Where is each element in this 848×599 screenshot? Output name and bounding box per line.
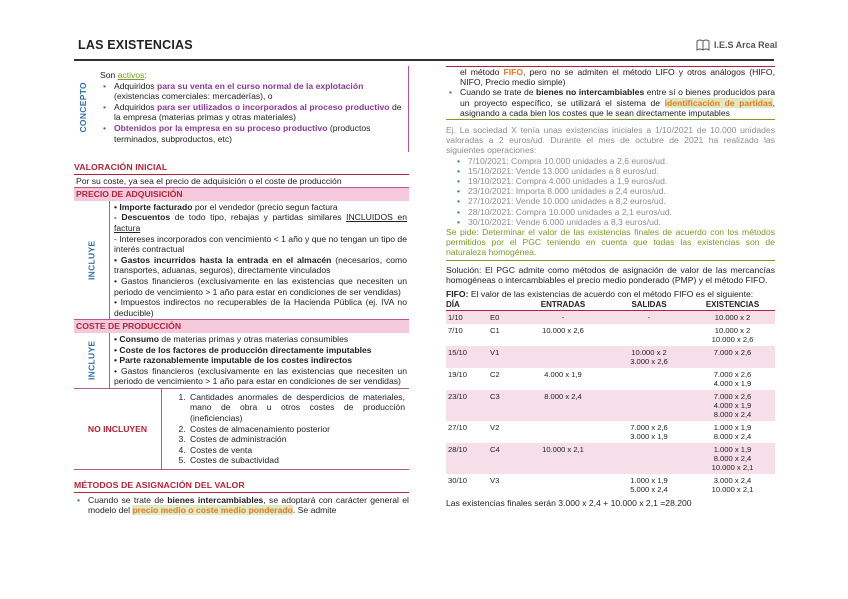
list-item: • Importe facturado por el vendedor (precio segun factura xyxy=(114,201,338,212)
list-item: • Consumo de materias primas y otras materias consumibles xyxy=(114,333,349,344)
concepto-intro: Son activos: xyxy=(100,70,147,80)
concepto-label-box xyxy=(74,66,92,148)
metodos-list xyxy=(74,495,409,516)
logo-text: I.E.S Arca Real xyxy=(714,40,778,50)
list-item: • Cuando se trate de bienes no intercambiables entre sí o bienes producidos para un proyecto específico, se utilizará el sistema de identificación de partidas, asignando a cada bien los costes que le sean directamente imputables xyxy=(446,87,775,118)
concepto-label: CONCEPTO xyxy=(77,81,88,133)
table-row xyxy=(446,390,775,421)
table-cell-ent: 10.000 x 2,1 xyxy=(518,443,608,474)
table-cell-op: V2 xyxy=(490,423,500,433)
table-cell-op: C4 xyxy=(488,443,518,474)
concepto-list xyxy=(100,81,408,145)
list-item: • Gastos incurridos hasta la entrada en el almacén (necesarios, como transportes, aduanas, seguros), directamente vinculados xyxy=(114,254,407,276)
table-cell-ex: 10.000 x 2 10.000 x 2,6 xyxy=(711,326,754,345)
list-item: • 28/10/2021: Compra 10.000 unidades a 2,1 euros/ud. xyxy=(454,207,775,217)
table-cell-ex: 3.000 x 2,4 10.000 x 2,1 xyxy=(711,476,754,495)
column-header xyxy=(488,299,518,311)
table-cell-ent: 8.000 x 2,4 xyxy=(518,390,608,421)
table-cell-dia: 27/10 xyxy=(448,423,468,433)
table-cell-sal: 10.000 x 2 3.000 x 2,6 xyxy=(608,346,690,368)
table-cell-ex: 7.000 x 2,6 4.000 x 1,9 xyxy=(713,370,752,389)
metodos-heading: MÉTODOS DE ASIGNACIÓN DEL VALOR xyxy=(74,480,409,493)
table-row xyxy=(446,311,775,325)
list-item: • 27/10/2021: Vende 10.000 unidades a 8,2 euros/ud. xyxy=(454,196,775,206)
column-header: DÍA xyxy=(446,299,488,311)
ejercicio-intro: Ej. La sociedad X tenía unas existencias iniciales a 1/10/2021 de 10.000 unidades valoradas a 2 euros/ud. Durante el mes de octubre de 2021 ha realizado las siguientes operaciones: xyxy=(446,125,775,156)
table-cell-ent xyxy=(518,474,608,496)
table-row xyxy=(446,443,775,474)
list-item: • Gastos financieros (exclusivamente en las existencias que necesiten un periodo de vencimiento > 1 año para estar en condiciones de ser vendidas) xyxy=(114,275,407,297)
table-cell-ex: 1.000 x 1,9 8.000 x 2,4 xyxy=(713,423,752,442)
list-item: • 15/10/2021: Vende 13.000 unidades a 8 euros/ud. xyxy=(454,166,775,176)
table-cell-dia: 7/10 xyxy=(448,326,463,336)
column-header: ENTRADAS xyxy=(518,299,608,311)
table-cell-ent xyxy=(518,421,608,443)
list-item: • Cuando se trate de bienes intercambiables, se adoptará con carácter general el modelo del precio medio o coste medio ponderado. Se admite xyxy=(74,495,409,516)
list-item: • Parte razonablemente imputable de los costes indirectos xyxy=(114,355,352,366)
school-logo xyxy=(696,39,777,51)
table-row xyxy=(446,346,775,368)
incluye-label: INCLUYE xyxy=(86,340,97,381)
table-cell-op: V3 xyxy=(490,476,500,486)
table-cell-op: C1 xyxy=(490,326,500,336)
list-item: 5. Costes de subactividad xyxy=(188,455,405,466)
no-incluyen-label: NO INCLUYEN xyxy=(74,389,162,469)
table-cell-ex: 10.000 x 2 xyxy=(690,311,775,325)
list-item: • 23/10/2021: Importa 8.000 unidades a 2,4 euros/ud. xyxy=(454,186,775,196)
table-cell-sal: - xyxy=(608,311,690,325)
table-cell-op: E0 xyxy=(488,311,518,325)
metodos-list-2 xyxy=(446,87,775,120)
no-incluyen-block xyxy=(74,389,409,470)
column-header: EXISTENCIAS xyxy=(690,299,775,311)
list-item: 2. Costes de almacenamiento posterior xyxy=(188,424,405,435)
table-cell-ent: 10.000 x 2,6 xyxy=(542,326,584,336)
activos-term: activos xyxy=(117,70,145,80)
right-column xyxy=(446,66,775,508)
table-cell-ent xyxy=(518,346,608,368)
table-cell-op: C2 xyxy=(490,370,500,380)
table-cell-ex: 7.000 x 2,6 4.000 x 1,9 8.000 x 2,4 xyxy=(690,390,775,421)
ejercicio-pregunta: Se pide: Determinar el valor de las existencias finales de acuerdo con los métodos permitidos por el PGC teniendo en cuenta que todas las existencias son de naturaleza homogénea. xyxy=(446,227,775,261)
list-item: • Coste de los factores de producción directamente imputables xyxy=(114,344,372,355)
column-header: SALIDAS xyxy=(608,299,690,311)
table-cell-ex: 1.000 x 1,9 8.000 x 2,4 10.000 x 2,1 xyxy=(690,443,775,474)
table-cell-ent: 4.000 x 1,9 xyxy=(544,370,582,380)
precio-incluye-block xyxy=(74,201,409,321)
list-item: • Obtenidos por la empresa en su proceso productivo (productos terminados, subproductos, etc) xyxy=(100,123,408,144)
table-row xyxy=(446,421,775,443)
list-item: • Adquiridos para su venta en el curso normal de la explotación (existencias comerciales: mercaderías), o xyxy=(100,81,408,102)
table-cell-op: C3 xyxy=(488,390,518,421)
list-item: • 7/10/2021: Compra 10.000 unidades a 2,6 euros/ud. xyxy=(454,156,775,166)
fifo-table xyxy=(446,299,775,496)
valoracion-intro: Por su coste, ya sea el precio de adquisición o el coste de producción xyxy=(74,175,409,189)
table-cell-dia: 23/10 xyxy=(446,390,488,421)
list-item: 3. Costes de administración xyxy=(188,434,405,445)
list-item: - Intereses incorporados con vencimiento < 1 año y que no tengan un tipo de interés contractual xyxy=(114,233,407,255)
table-cell-dia: 1/10 xyxy=(446,311,488,325)
table-row xyxy=(446,324,775,346)
table-cell-sal xyxy=(608,368,690,390)
table-cell-dia: 28/10 xyxy=(446,443,488,474)
table-cell-ent: - xyxy=(518,311,608,325)
metodos-continuation: el método FIFO, pero no se admiten el método LIFO y otros análogos (HIFO, NIFO, Precio medio simple) xyxy=(446,66,775,87)
table-cell-ex: 7.000 x 2,6 xyxy=(690,346,775,368)
table-cell-dia: 15/10 xyxy=(446,346,488,368)
table-cell-sal: 1.000 x 1,9 5.000 x 2,4 xyxy=(630,476,668,495)
list-item: • Adquiridos para ser utilizados o incorporados al proceso productivo de la empresa (materias primas y otras materiales) xyxy=(100,102,408,123)
table-row xyxy=(446,368,775,390)
operaciones-list xyxy=(446,156,775,227)
left-column xyxy=(74,66,409,516)
table-cell-dia: 19/10 xyxy=(448,370,468,380)
table-cell-sal xyxy=(608,390,690,421)
coste-incluye-block xyxy=(74,333,409,389)
no-incluyen-list xyxy=(162,389,409,469)
header-rule xyxy=(74,59,774,61)
list-item: • Gastos financieros (exclusivamente en las existencias que necesiten un periodo de vencimiento > 1 año para estar en condiciones de ser vendidas) xyxy=(114,365,407,387)
solucion-text: Solución: El PGC admite como métodos de asignación de valor de las mercancías homogéneas o intercambiables el precio medio ponderado (PMP) y el método FIFO. xyxy=(446,264,775,285)
coste-produccion-heading: COSTE DE PRODUCCIÓN xyxy=(74,320,409,333)
table-cell-sal xyxy=(608,324,690,346)
table-cell-sal xyxy=(608,443,690,474)
list-item: • 30/10/2021: Vende 6.000 unidades a 8,3 euros/ud. xyxy=(454,217,775,227)
existencias-finales: Las existencias finales serán 3.000 x 2,4 + 10.000 x 2,1 =28.200 xyxy=(446,498,692,509)
list-item: 4. Costes de venta xyxy=(188,445,405,456)
list-item: 1. Cantidades anormales de desperdicios de materiales, mano de obra u otros costes de producción (ineficiencias) xyxy=(188,392,405,424)
list-item: - Descuentos de todo tipo, rebajas y partidas similares INCLUIDOS en factura xyxy=(114,212,407,233)
incluye-label: INCLUYE xyxy=(86,240,97,280)
concepto-section xyxy=(74,66,409,152)
table-row xyxy=(446,474,775,496)
fifo-intro: FIFO: El valor de las existencias de acuerdo con el método FIFO es el siguiente: xyxy=(446,289,754,300)
table-cell-op: V1 xyxy=(488,346,518,368)
list-item: • 19/10/2021: Compra 4.000 unidades a 1,9 euros/ud. xyxy=(454,176,775,186)
precio-adquisicion-heading: PRECIO DE ADQUISICIÓN xyxy=(74,188,409,201)
list-item: • Impuestos indirectos no recuperables de la Hacienda Pública (ej. IVA no deducible) xyxy=(114,297,407,318)
valoracion-heading: VALORACIÓN INICIAL xyxy=(74,162,409,175)
book-icon xyxy=(696,39,710,51)
table-cell-sal: 7.000 x 2,6 3.000 x 1,9 xyxy=(630,423,668,442)
page-title: LAS EXISTENCIAS xyxy=(78,38,193,52)
table-cell-dia: 30/10 xyxy=(448,476,468,486)
